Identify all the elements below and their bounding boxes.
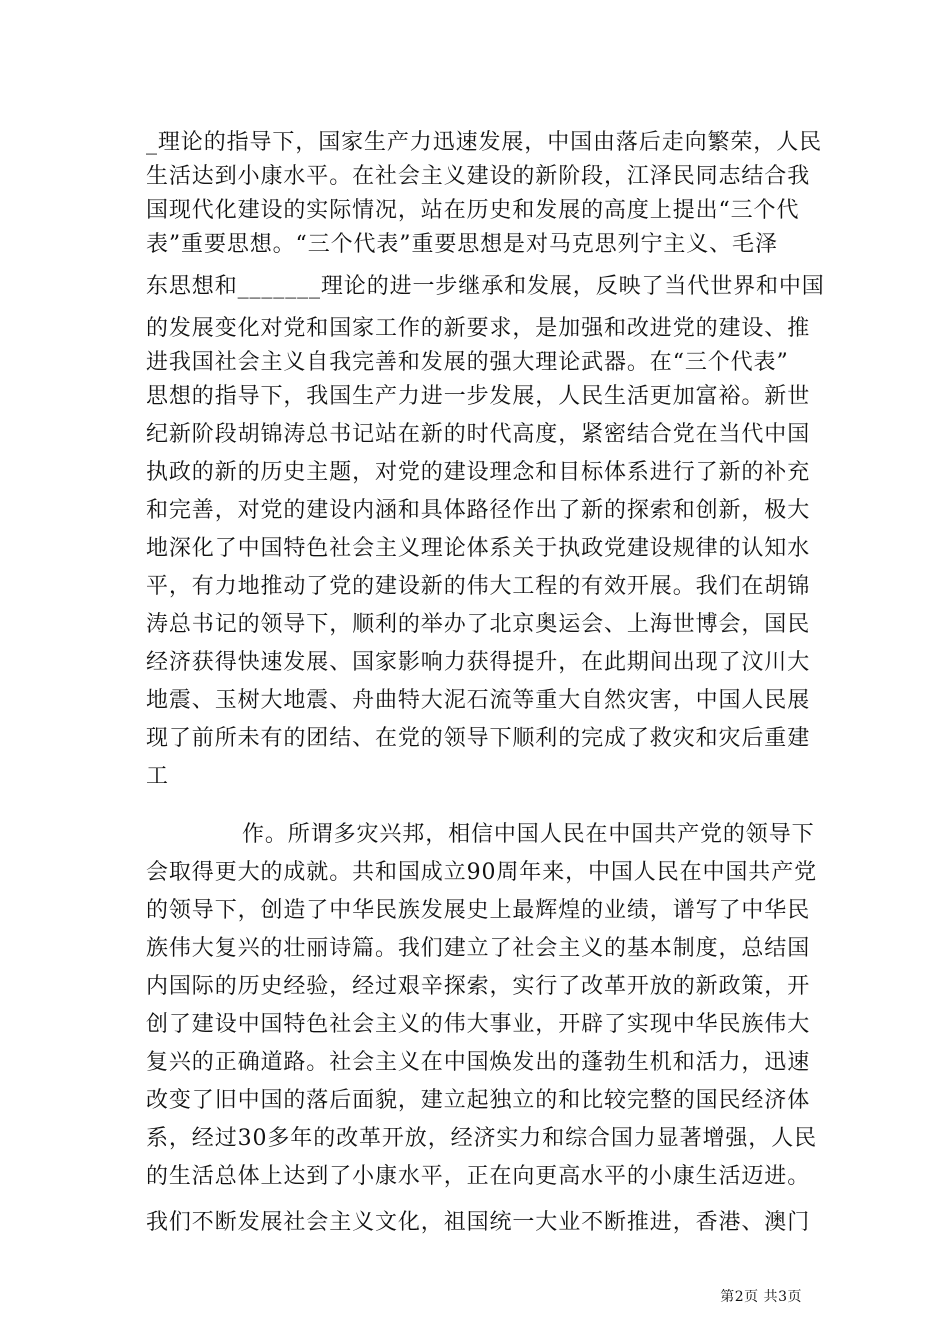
text-line: 的发展变化对党和国家工作的新要求，是加强和改进党的建设、推 — [146, 316, 811, 341]
text-line: 国现代化建设的实际情况，站在历史和发展的高度上提出“三个代 — [146, 198, 800, 223]
text-line: 族伟大复兴的壮丽诗篇。我们建立了社会主义的基本制度，总结国 — [146, 936, 811, 961]
text-line: 涛总书记的领导下，顺利的举办了北京奥运会、上海世博会，国民 — [146, 612, 811, 637]
text-line: 地震、玉树大地震、舟曲特大泥石流等重大自然灾害，中国人民展 — [146, 688, 811, 713]
text-line: 的领导下，创造了中华民族发展史上最辉煌的业绩，谱写了中华民 — [146, 898, 811, 923]
text-line: 和完善，对党的建设内涵和具体路径作出了新的探索和创新，极大 — [146, 498, 811, 523]
text-line: 思想的指导下，我国生产力进一步发展，人民生活更加富裕。新世 — [146, 384, 811, 409]
text-line: 创了建设中国特色社会主义的伟大事业，开辟了实现中华民族伟大 — [146, 1012, 811, 1037]
text-line: 纪新阶段胡锦涛总书记站在新的时代高度，紧密结合党在当代中国 — [146, 422, 811, 447]
text-line: _理论的指导下，国家生产力迅速发展，中国由落后走向繁荣，人民 — [146, 130, 823, 155]
text-line: 进我国社会主义自我完善和发展的强大理论武器。在“三个代表” — [146, 350, 789, 375]
text-line: 内国际的历史经验，经过艰辛探索，实行了改革开放的新政策，开 — [146, 974, 811, 999]
page-number-footer: 第2页 共3页 — [720, 1289, 802, 1305]
text-line: 工 — [146, 764, 169, 789]
text-line: 平，有力地推动了党的建设新的伟大工程的有效开展。我们在胡锦 — [146, 574, 811, 599]
text-line: 我们不断发展社会主义文化，祖国统一大业不断推进，香港、澳门 — [146, 1210, 811, 1235]
text-line: 东思想和_______理论的进一步继承和发展，反映了当代世界和中国 — [146, 274, 825, 299]
text-line: 复兴的正确道路。社会主义在中国焕发出的蓬勃生机和活力，迅速 — [146, 1050, 811, 1075]
text-line: 经济获得快速发展、国家影响力获得提升，在此期间出现了汶川大 — [146, 650, 811, 675]
text-line: 执政的新的历史主题，对党的建设理念和目标体系进行了新的补充 — [146, 460, 811, 485]
text-line: 表”重要思想。“三个代表”重要思想是对马克思列宁主义、毛泽 — [146, 232, 778, 257]
text-line: 改变了旧中国的落后面貌，建立起独立的和比较完整的国民经济体 — [146, 1088, 811, 1113]
text-line: 生活达到小康水平。在社会主义建设的新阶段，江泽民同志结合我 — [146, 164, 811, 189]
paragraph-first-line: 作。所谓多灾兴邦，相信中国人民在中国共产党的领导下 — [242, 822, 815, 847]
text-line: 会取得更大的成就。共和国成立90周年来，中国人民在中国共产党 — [146, 860, 817, 885]
text-line: 的生活总体上达到了小康水平，正在向更高水平的小康生活迈进。 — [146, 1164, 811, 1189]
text-line: 现了前所未有的团结、在党的领导下顺利的完成了救灾和灾后重建 — [146, 726, 811, 751]
text-line: 系，经过30多年的改革开放，经济实力和综合国力显著增强，人民 — [146, 1126, 817, 1151]
text-line: 地深化了中国特色社会主义理论体系关于执政党建设规律的认知水 — [146, 536, 811, 561]
